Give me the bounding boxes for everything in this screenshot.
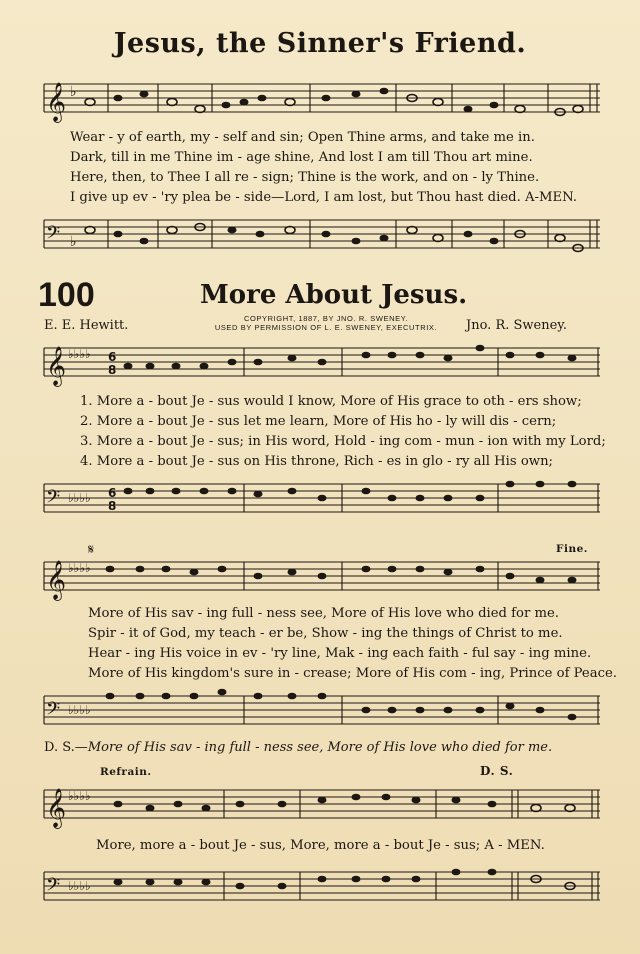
- svg-text:𝄢: 𝄢: [46, 487, 61, 512]
- svg-text:♭♭♭♭: ♭♭♭♭: [68, 703, 91, 717]
- hymn1-treble-staff: [0, 72, 640, 132]
- hymn1-verse-4: I give up ev - 'ry plea be - side—Lord, I am lost, but Thou hast died. A-MEN.: [70, 190, 577, 205]
- copyright-line-1: COPYRIGHT, 1887, BY JNO. R. SWENEY.: [243, 314, 409, 323]
- svg-text:♭: ♭: [70, 84, 77, 100]
- hymn2-bass-staff-1: [0, 472, 640, 532]
- hymn2-author: E. E. Hewitt.: [44, 318, 129, 333]
- hymn1-title: Jesus, the Sinner's Friend.: [113, 28, 527, 59]
- svg-text:♭♭♭♭: ♭♭♭♭: [68, 491, 91, 505]
- hymn2-composer: Jno. R. Sweney.: [466, 318, 568, 333]
- svg-text:8: 8: [108, 363, 117, 377]
- hymn1-bass-staff: [0, 208, 640, 268]
- hymn2-bass-staff-2: [0, 684, 640, 744]
- hymn2-copyright: [196, 314, 456, 332]
- fine-marking: Fine.: [556, 543, 588, 555]
- hymn2-stanza-2a: 2. More a - bout Je - sus let me learn, More of His ho - ly will dis - cern;: [80, 414, 557, 429]
- svg-text:♭♭♭♭: ♭♭♭♭: [68, 561, 91, 575]
- svg-text:♭♭♭♭: ♭♭♭♭: [68, 789, 91, 803]
- hymn1-verse-1: Wear - y of earth, my - self and sin; Open Thine arms, and take me in.: [70, 130, 535, 145]
- svg-text:𝄢: 𝄢: [46, 223, 61, 248]
- ds-instruction: [44, 740, 552, 755]
- svg-text:𝄞: 𝄞: [46, 560, 67, 600]
- ds-text: More of His sav - ing full - ness see, More of His love who died for me.: [87, 740, 553, 755]
- svg-text:𝄋: 𝄋: [88, 542, 95, 558]
- svg-text:𝄞: 𝄞: [46, 788, 67, 828]
- copyright-line-2: USED BY PERMISSION OF L. E. SWENEY, EXECUTRIX.: [214, 323, 438, 332]
- svg-text:𝄞: 𝄞: [46, 346, 67, 386]
- hymn2-stanza-4b: More of His kingdom's sure in - crease; More of His com - ing, Prince of Peace.: [88, 666, 617, 681]
- svg-text:♭♭♭♭: ♭♭♭♭: [68, 347, 91, 361]
- hymn2-stanza-3b: Hear - ing His voice in ev - 'ry line, Mak - ing each faith - ful say - ing mine.: [88, 646, 592, 661]
- svg-text:♭: ♭: [70, 234, 77, 250]
- hymn2-stanza-2b: Spir - it of God, my teach - er be, Show - ing the things of Christ to me.: [88, 626, 563, 641]
- svg-text:♭♭♭♭: ♭♭♭♭: [68, 879, 91, 893]
- hymn2-bass-staff-3: [0, 860, 640, 920]
- hymn2-stanza-4a: 4. More a - bout Je - sus on His throne, Rich - es in glo - ry all His own;: [80, 454, 554, 469]
- svg-text:𝄢: 𝄢: [46, 875, 61, 900]
- hymn2-treble-staff-1: [0, 336, 640, 396]
- refrain-lyric: More, more a - bout Je - sus, More, more a - bout Je - sus; A - MEN.: [96, 838, 545, 853]
- hymn-number: 100: [38, 276, 95, 314]
- hymn2-stanza-1a: 1. More a - bout Je - sus would I know, More of His grace to oth - ers show;: [80, 394, 582, 409]
- svg-text:8: 8: [108, 499, 117, 513]
- ds-prefix: D. S.—: [44, 740, 88, 755]
- svg-text:6: 6: [108, 350, 117, 364]
- hymn2-title: More About Jesus.: [200, 280, 468, 310]
- hymn1-verse-3: Here, then, to Thee I all re - sign; Thine is the work, and on - ly Thine.: [70, 170, 540, 185]
- svg-text:𝄞: 𝄞: [46, 82, 67, 122]
- hymn2-treble-staff-3: [0, 778, 640, 838]
- hymn1-verse-2: Dark, till in me Thine im - age shine, And lost I am till Thou art mine.: [70, 150, 533, 165]
- hymn2-stanza-3a: 3. More a - bout Je - sus; in His word, Hold - ing com - mun - ion with my Lord;: [80, 434, 606, 449]
- refrain-label: Refrain.: [100, 766, 152, 778]
- ds-mark: D. S.: [480, 764, 514, 778]
- hymn2-stanza-1b: More of His sav - ing full - ness see, More of His love who died for me.: [88, 606, 559, 621]
- svg-text:6: 6: [108, 486, 117, 500]
- svg-text:𝄢: 𝄢: [46, 699, 61, 724]
